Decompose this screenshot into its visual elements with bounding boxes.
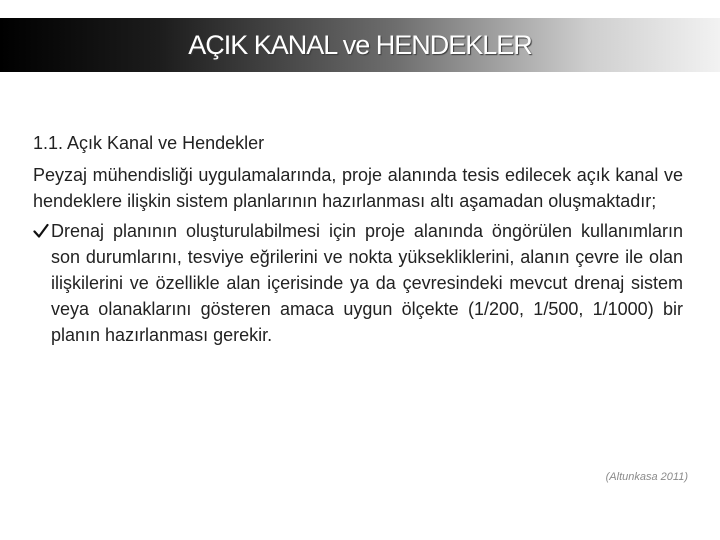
- title-bar: [0, 18, 720, 72]
- checkmark-icon: [33, 223, 49, 239]
- bullet-text: Drenaj planının oluşturulabilmesi için proje alanında öngörülen kullanımların son durumlarını, tesviye eğrilerini ve nokta yüksekliklerini, alanın çevre ile olan ilişkilerini ve özellikle alan içerisinde ya da çevresindeki mevcut drenaj sistem veya olanaklarını gösteren amaca uygun ölçekte (1/200, 1/500, 1/1000) bir planın hazırlanması gerekir.: [51, 221, 683, 345]
- slide-title: AÇIK KANAL ve HENDEKLER: [188, 30, 532, 60]
- citation: (Altunkasa 2011): [605, 471, 688, 483]
- slide-content: [33, 130, 683, 348]
- bullet-item: [33, 218, 683, 348]
- intro-paragraph: Peyzaj mühendisliği uygulamalarında, proje alanında tesis edilecek açık kanal ve hendeklere ilişkin sistem planlarının hazırlanması altı aşamadan oluşmaktadır;: [33, 165, 683, 211]
- section-heading: 1.1. Açık Kanal ve Hendekler: [33, 133, 265, 153]
